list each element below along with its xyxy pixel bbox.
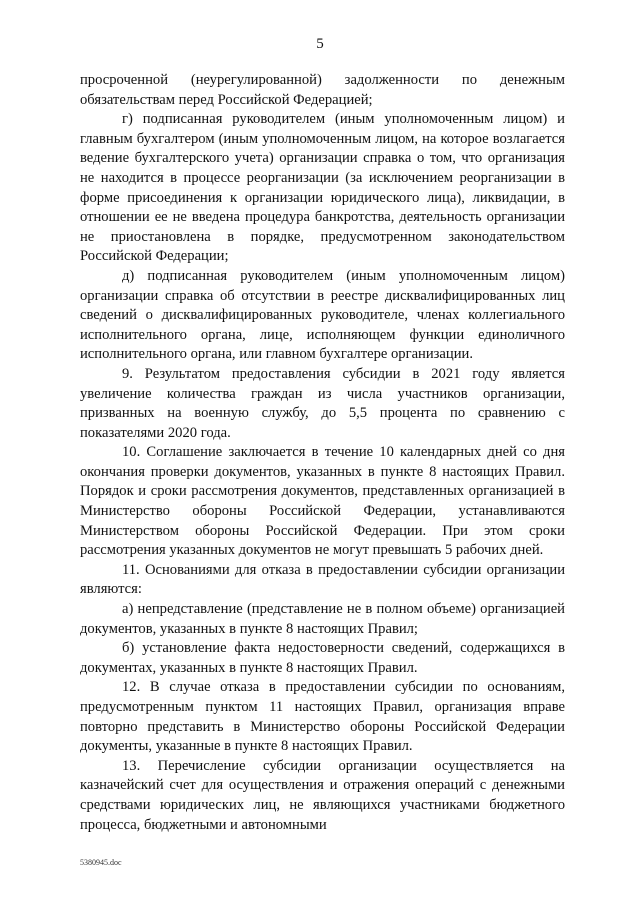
paragraph-subitem-a: а) непредставление (представление не в полном объеме) организацией документов, указанных в пункте 8 настоящих Правил; bbox=[80, 601, 565, 637]
document-body bbox=[80, 71, 565, 835]
paragraph-item-10: 10. Соглашение заключается в течение 10 календарных дней со дня окончания проверки документов, указанных в пункте 8 настоящих Правил. Порядок и сроки рассмотрения документов, представленных организацией в Министерство обороны Российской Федерации, устанавливаются Министерством обороны Российской Федерации. При этом сроки рассмотрения указанных документов не могут превышать 5 рабочих дней. bbox=[80, 444, 565, 559]
footer-file-code: 5380945.doc bbox=[80, 858, 122, 867]
paragraph-item-11: 11. Основаниями для отказа в предоставлении субсидии организации являются: bbox=[80, 561, 565, 598]
paragraph-item-9: 9. Результатом предоставления субсидии в 2021 году является увеличение количества граждан из числа участников организации, призванных на военную службу, до 5,5 процента по сравнению с показателями 2020 года. bbox=[80, 365, 565, 441]
paragraph-item-13: 13. Перечисление субсидии организации осуществляется на казначейский счет для осуществления и отражения операций с денежными средствами юридических лиц, не являющихся участниками бюджетного процесса, бюджетными и автономными bbox=[80, 757, 565, 833]
paragraph-subitem-d: д) подписанная руководителем (иным уполномоченным лицом) организации справка об отсутствии в реестре дисквалифицированных лиц сведений о дисквалифицированных руководителе, членах коллегиального исполнительного органа, лице, исполняющем функции единоличного исполнительного органа, или главном бухгалтере организации. bbox=[80, 267, 565, 363]
page-number: 5 bbox=[316, 36, 324, 52]
paragraph-subitem-b: б) установление факта недостоверности сведений, содержащихся в документах, указанных в пункте 8 настоящих Правил. bbox=[80, 640, 565, 676]
paragraph-continuation: просроченной (неурегулированной) задолженности по денежным обязательствам перед Российской Федерацией; bbox=[80, 72, 565, 108]
paragraph-item-12: 12. В случае отказа в предоставлении субсидии по основаниям, предусмотренным пунктом 11 настоящих Правил, организация вправе повторно представить в Министерство обороны Российской Федерации документы, указанные в пункте 8 настоящих Правил. bbox=[80, 679, 565, 755]
paragraph-subitem-g: г) подписанная руководителем (иным уполномоченным лицом) и главным бухгалтером (иным уполномоченным лицом, на которое возлагается ведение бухгалтерского учета) организации справка о том, что организация не находится в процессе реорганизации (за исключением реорганизации в форме присоединения к организации юридического лица), ликвидации, в отношении ее не введена процедура банкротства, деятельность организации не приостановлена в порядке, предусмотренном законодательством Российской Федерации; bbox=[80, 111, 565, 265]
